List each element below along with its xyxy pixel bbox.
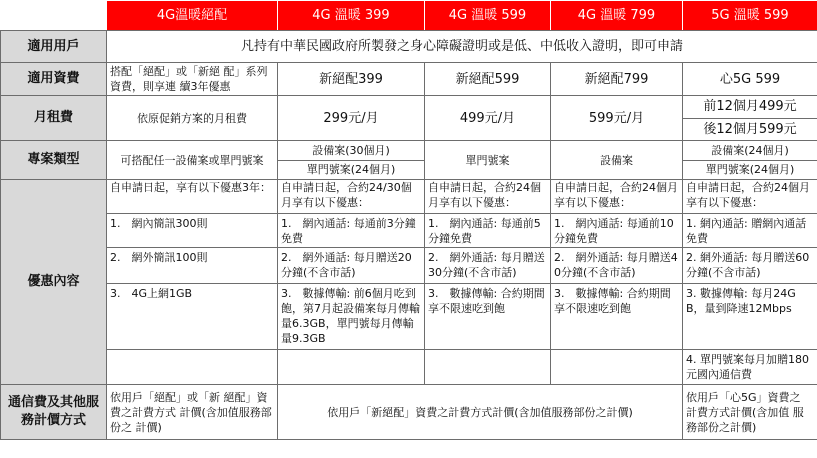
benefits-intro-col4: 自申請日起，合約24個月享有以下優惠： (551, 180, 683, 214)
billing-col1: 依用戶「絕配」或「新 絕配」資費之計費方式 計價(含加值服務部份之 計價) (107, 385, 278, 440)
billing-middle: 依用戶「新絕配」資費之計費方式計價(含加值服務部份之計價) (278, 385, 683, 440)
monthly-fee-col1: 依原促銷方案的月租費 (107, 96, 278, 141)
benefits-item3-col5: 3. 數據傳輸: 每月24GB，量到降速12Mbps (683, 284, 817, 350)
header-plan-4g-warm-combo: 4G溫暖絕配 (107, 1, 278, 31)
header-row (1, 1, 817, 31)
monthly-fee-col5-first-year: 前12個月499元 (703, 99, 797, 115)
billing-label: 通信費及其他服務計價方式 (1, 385, 107, 440)
rate-plan-label: 適用資費 (1, 63, 107, 96)
benefits-item2-col3: 2. 網外通話: 每月贈送30分鐘(不含市話) (425, 248, 551, 284)
benefits-label: 優惠內容 (1, 180, 107, 385)
header-plan-4g-599: 4G 溫暖 599 (425, 1, 551, 31)
monthly-fee-col2: 299元/月 (278, 96, 425, 141)
benefits-item1-col4: 1. 網內通話: 每通前10分鐘免費 (551, 214, 683, 248)
benefits-intro-col1: 自申請日起，享有以下優惠3年： (107, 180, 278, 214)
plan-type-col1: 可搭配任一設備案或單門號案 (107, 141, 278, 180)
benefits-item1-col5: 1. 網內通話: 贈網內通話免費 (683, 214, 817, 248)
benefits-item4-row (1, 350, 817, 385)
plan-type-col3: 單門號案 (425, 141, 551, 180)
rate-plan-col4: 新絕配799 (551, 63, 683, 96)
benefits-intro-col5: 自申請日起，合約24個月享有以下優惠： (683, 180, 817, 214)
benefits-item1-col1: 1. 網內簡訊300則 (107, 214, 278, 248)
benefits-item4-col2 (278, 350, 425, 385)
benefits-item3-row (1, 284, 817, 350)
rate-plan-col5: 心5G 599 (683, 63, 817, 96)
rate-plan-row (1, 63, 817, 96)
rate-plan-col3: 新絕配599 (425, 63, 551, 96)
header-plan-5g-599: 5G 溫暖 599 (683, 1, 817, 31)
monthly-fee-col3: 499元/月 (425, 96, 551, 141)
benefits-item3-col3: 3. 數據傳輸: 合約期間享不限速吃到飽 (425, 284, 551, 350)
plan-type-label: 專案類型 (1, 141, 107, 180)
benefits-item4-col3 (425, 350, 551, 385)
monthly-fee-col5-second-year: 後12個月599元 (683, 118, 817, 141)
benefits-intro-col2: 自申請日起，合約24/30個月享有以下優惠： (278, 180, 425, 214)
benefits-item3-col4: 3. 數據傳輸: 合約期間享不限速吃到飽 (551, 284, 683, 350)
benefits-item2-col1: 2. 網外簡訊100則 (107, 248, 278, 284)
eligible-users-label: 適用用戶 (1, 31, 107, 63)
rate-plan-col1: 搭配「絕配」或「新絕 配」系列資費，則享連 續3年優惠 (107, 63, 278, 96)
benefits-item4-col5: 4. 單門號案每月加贈180元國內通信費 (683, 350, 817, 385)
plan-type-col2-sim-only: 單門號案(24個月) (278, 160, 424, 180)
benefits-intro-row (1, 180, 817, 214)
plan-type-col5 (683, 141, 817, 180)
benefits-item2-col4: 2. 網外通話: 每月贈送40分鐘(不含市話) (551, 248, 683, 284)
plan-type-col2 (278, 141, 425, 180)
billing-row (1, 385, 817, 440)
eligible-users-text: 凡持有中華民國政府所製發之身心障礙證明或是低、中低收入證明，即可申請 (107, 31, 817, 63)
benefits-item1-col2: 1. 網內通話: 每通前3分鐘免費 (278, 214, 425, 248)
benefits-item3-col2: 3. 數據傳輸: 前6個月吃到飽，第7月起設備案每月傳輸量6.3GB，單門號每月傳輸量9.3GB (278, 284, 425, 350)
monthly-fee-col5 (683, 96, 817, 141)
header-corner (1, 1, 107, 31)
monthly-fee-label: 月租費 (1, 96, 107, 141)
plan-type-col4: 設備案 (551, 141, 683, 180)
benefits-item2-col2: 2. 網外通話: 每月贈送20分鐘(不含市話) (278, 248, 425, 284)
monthly-fee-col4: 599元/月 (551, 96, 683, 141)
benefits-item4-col1 (107, 350, 278, 385)
plan-type-col5-sim-only: 單門號案(24個月) (683, 160, 817, 180)
header-plan-4g-799: 4G 溫暖 799 (551, 1, 683, 31)
header-plan-4g-399: 4G 溫暖 399 (278, 1, 425, 31)
rate-plan-col2: 新絕配399 (278, 63, 425, 96)
benefits-item2-row (1, 248, 817, 284)
billing-col5: 依用戶「心5G」資費之 計費方式計價(含加值 服務部份之計價) (683, 385, 817, 440)
benefits-item1-row (1, 214, 817, 248)
plan-type-col2-device: 設備案(30個月) (312, 143, 390, 157)
monthly-fee-row (1, 96, 817, 141)
benefits-item1-col3: 1. 網內通話: 每通前5分鐘免費 (425, 214, 551, 248)
benefits-item4-col4 (551, 350, 683, 385)
benefits-item3-col1: 3. 4G上網1GB (107, 284, 278, 350)
benefits-intro-col3: 自申請日起，合約24個月享有以下優惠： (425, 180, 551, 214)
plan-type-row (1, 141, 817, 180)
benefits-item2-col5: 2. 網外通話: 每月贈送60分鐘(不含市話) (683, 248, 817, 284)
eligible-users-row (1, 31, 817, 63)
plan-type-col5-device: 設備案(24個月) (711, 143, 789, 157)
